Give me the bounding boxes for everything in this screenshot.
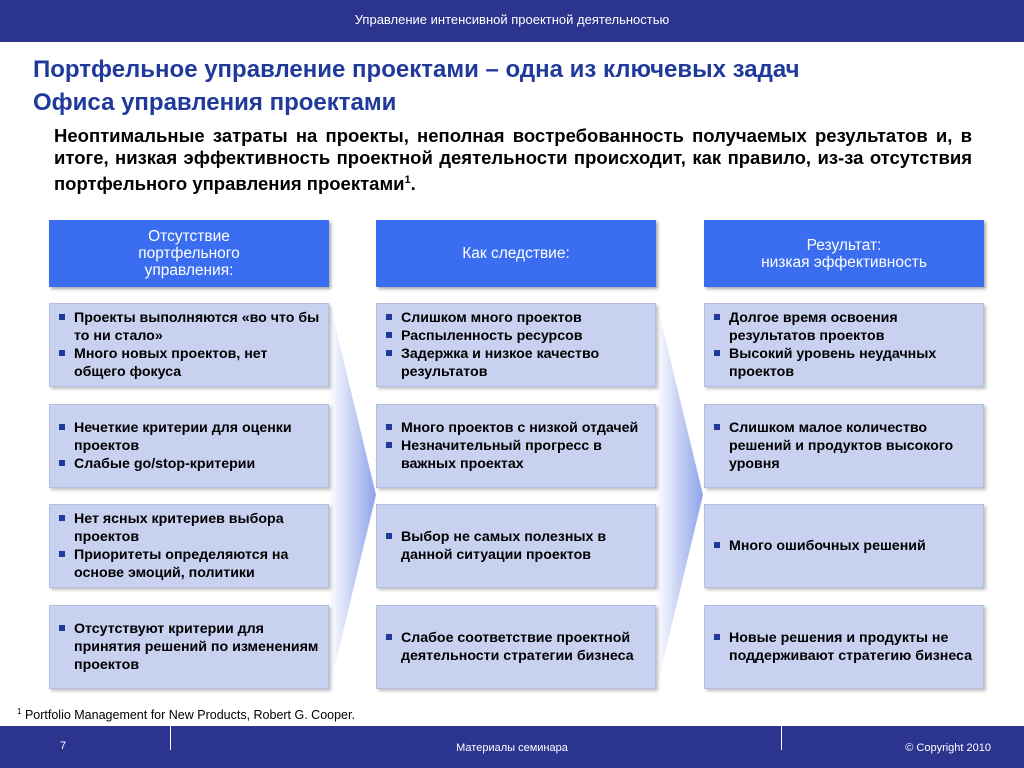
- list-item: Много новых проектов, нет общего фокуса: [57, 345, 320, 381]
- slide-title-line-1: Портфельное управление проектами – одна из ключевых задач: [33, 56, 800, 83]
- cause-cell: [49, 404, 329, 488]
- list-item: Новые решения и продукты не поддерживают стратегию бизнеса: [712, 629, 975, 665]
- consequence-cell: [376, 605, 656, 689]
- list-item: Распыленность ресурсов: [384, 327, 647, 345]
- result-cell: [704, 404, 984, 488]
- slide-title: [33, 53, 1003, 119]
- top-banner: [0, 0, 1024, 42]
- intro-paragraph: [54, 125, 972, 195]
- intro-end: .: [410, 173, 416, 195]
- list-item: Слишком много проектов: [384, 309, 647, 327]
- slide-title-line-2: Офиса управления проектами: [33, 89, 397, 116]
- list-item: Много проектов с низкой отдачей: [384, 419, 647, 437]
- footnote-text: Portfolio Management for New Products, Robert G. Cooper.: [24, 708, 355, 723]
- list-item: Высокий уровень неудачных проектов: [712, 345, 975, 381]
- column-heading-cause: [49, 220, 329, 287]
- consequence-cell: [376, 504, 656, 588]
- list-item: Нечеткие критерии для оценки проектов: [57, 419, 320, 455]
- cause-cell: [49, 303, 329, 387]
- heading-line: низкая эффективность: [761, 253, 927, 271]
- column-heading-consequence: [376, 220, 656, 287]
- list-item: Выбор не самых полезных в данной ситуации проектов: [384, 528, 647, 564]
- result-cell: [704, 303, 984, 387]
- result-cell: [704, 605, 984, 689]
- intro-footnote-mark: 1: [404, 174, 411, 186]
- list-item: Проекты выполняются «во что бы то ни стало»: [57, 309, 320, 345]
- heading-line: портфельного: [138, 245, 240, 262]
- list-item: Задержка и низкое качество результатов: [384, 345, 647, 381]
- list-item: Нет ясных критериев выбора проектов: [57, 510, 320, 546]
- intro-text: Неоптимальные затраты на проекты, неполная востребованность получаемых результатов и, в итоге, низкая эффективность проектной деятельности происходит, как правило, из-за отсутствия портфельного управления проектами: [54, 125, 972, 195]
- column-heading-result: [704, 220, 984, 287]
- heading-line: Результат:: [806, 236, 882, 254]
- list-item: Много ошибочных решений: [712, 537, 926, 555]
- cause-cell: [49, 504, 329, 588]
- result-cell: [704, 504, 984, 588]
- cause-cell: [49, 605, 329, 689]
- heading-line: Как следствие:: [462, 245, 570, 262]
- footer-center-text: Материалы семинара: [456, 742, 568, 754]
- list-item: Приоритеты определяются на основе эмоций, политики: [57, 546, 320, 582]
- list-item: Незначительный прогресс в важных проектах: [384, 437, 647, 473]
- arrow-right-icon: [656, 300, 706, 690]
- consequence-cell: [376, 303, 656, 387]
- list-item: Слабое соответствие проектной деятельности стратегии бизнеса: [384, 629, 647, 665]
- list-item: Слабые go/stop-критерии: [57, 455, 320, 473]
- list-item: Долгое время освоения результатов проектов: [712, 309, 975, 345]
- footnote-mark: 1: [17, 707, 22, 716]
- copyright-text: © Copyright 2010: [905, 742, 991, 754]
- list-item: Слишком малое количество решений и продуктов высокого уровня: [712, 419, 975, 473]
- heading-line: Отсутствие: [148, 228, 230, 245]
- consequence-cell: [376, 404, 656, 488]
- heading-line: управления:: [144, 262, 234, 279]
- presentation-title: Управление интенсивной проектной деятельностью: [354, 12, 670, 27]
- arrow-right-icon: [329, 300, 379, 690]
- footer-bar: [0, 726, 1024, 768]
- footnote: [17, 707, 355, 722]
- page-number: 7: [60, 740, 67, 752]
- list-item: Отсутствуют критерии для принятия решений по изменениям проектов: [57, 620, 320, 674]
